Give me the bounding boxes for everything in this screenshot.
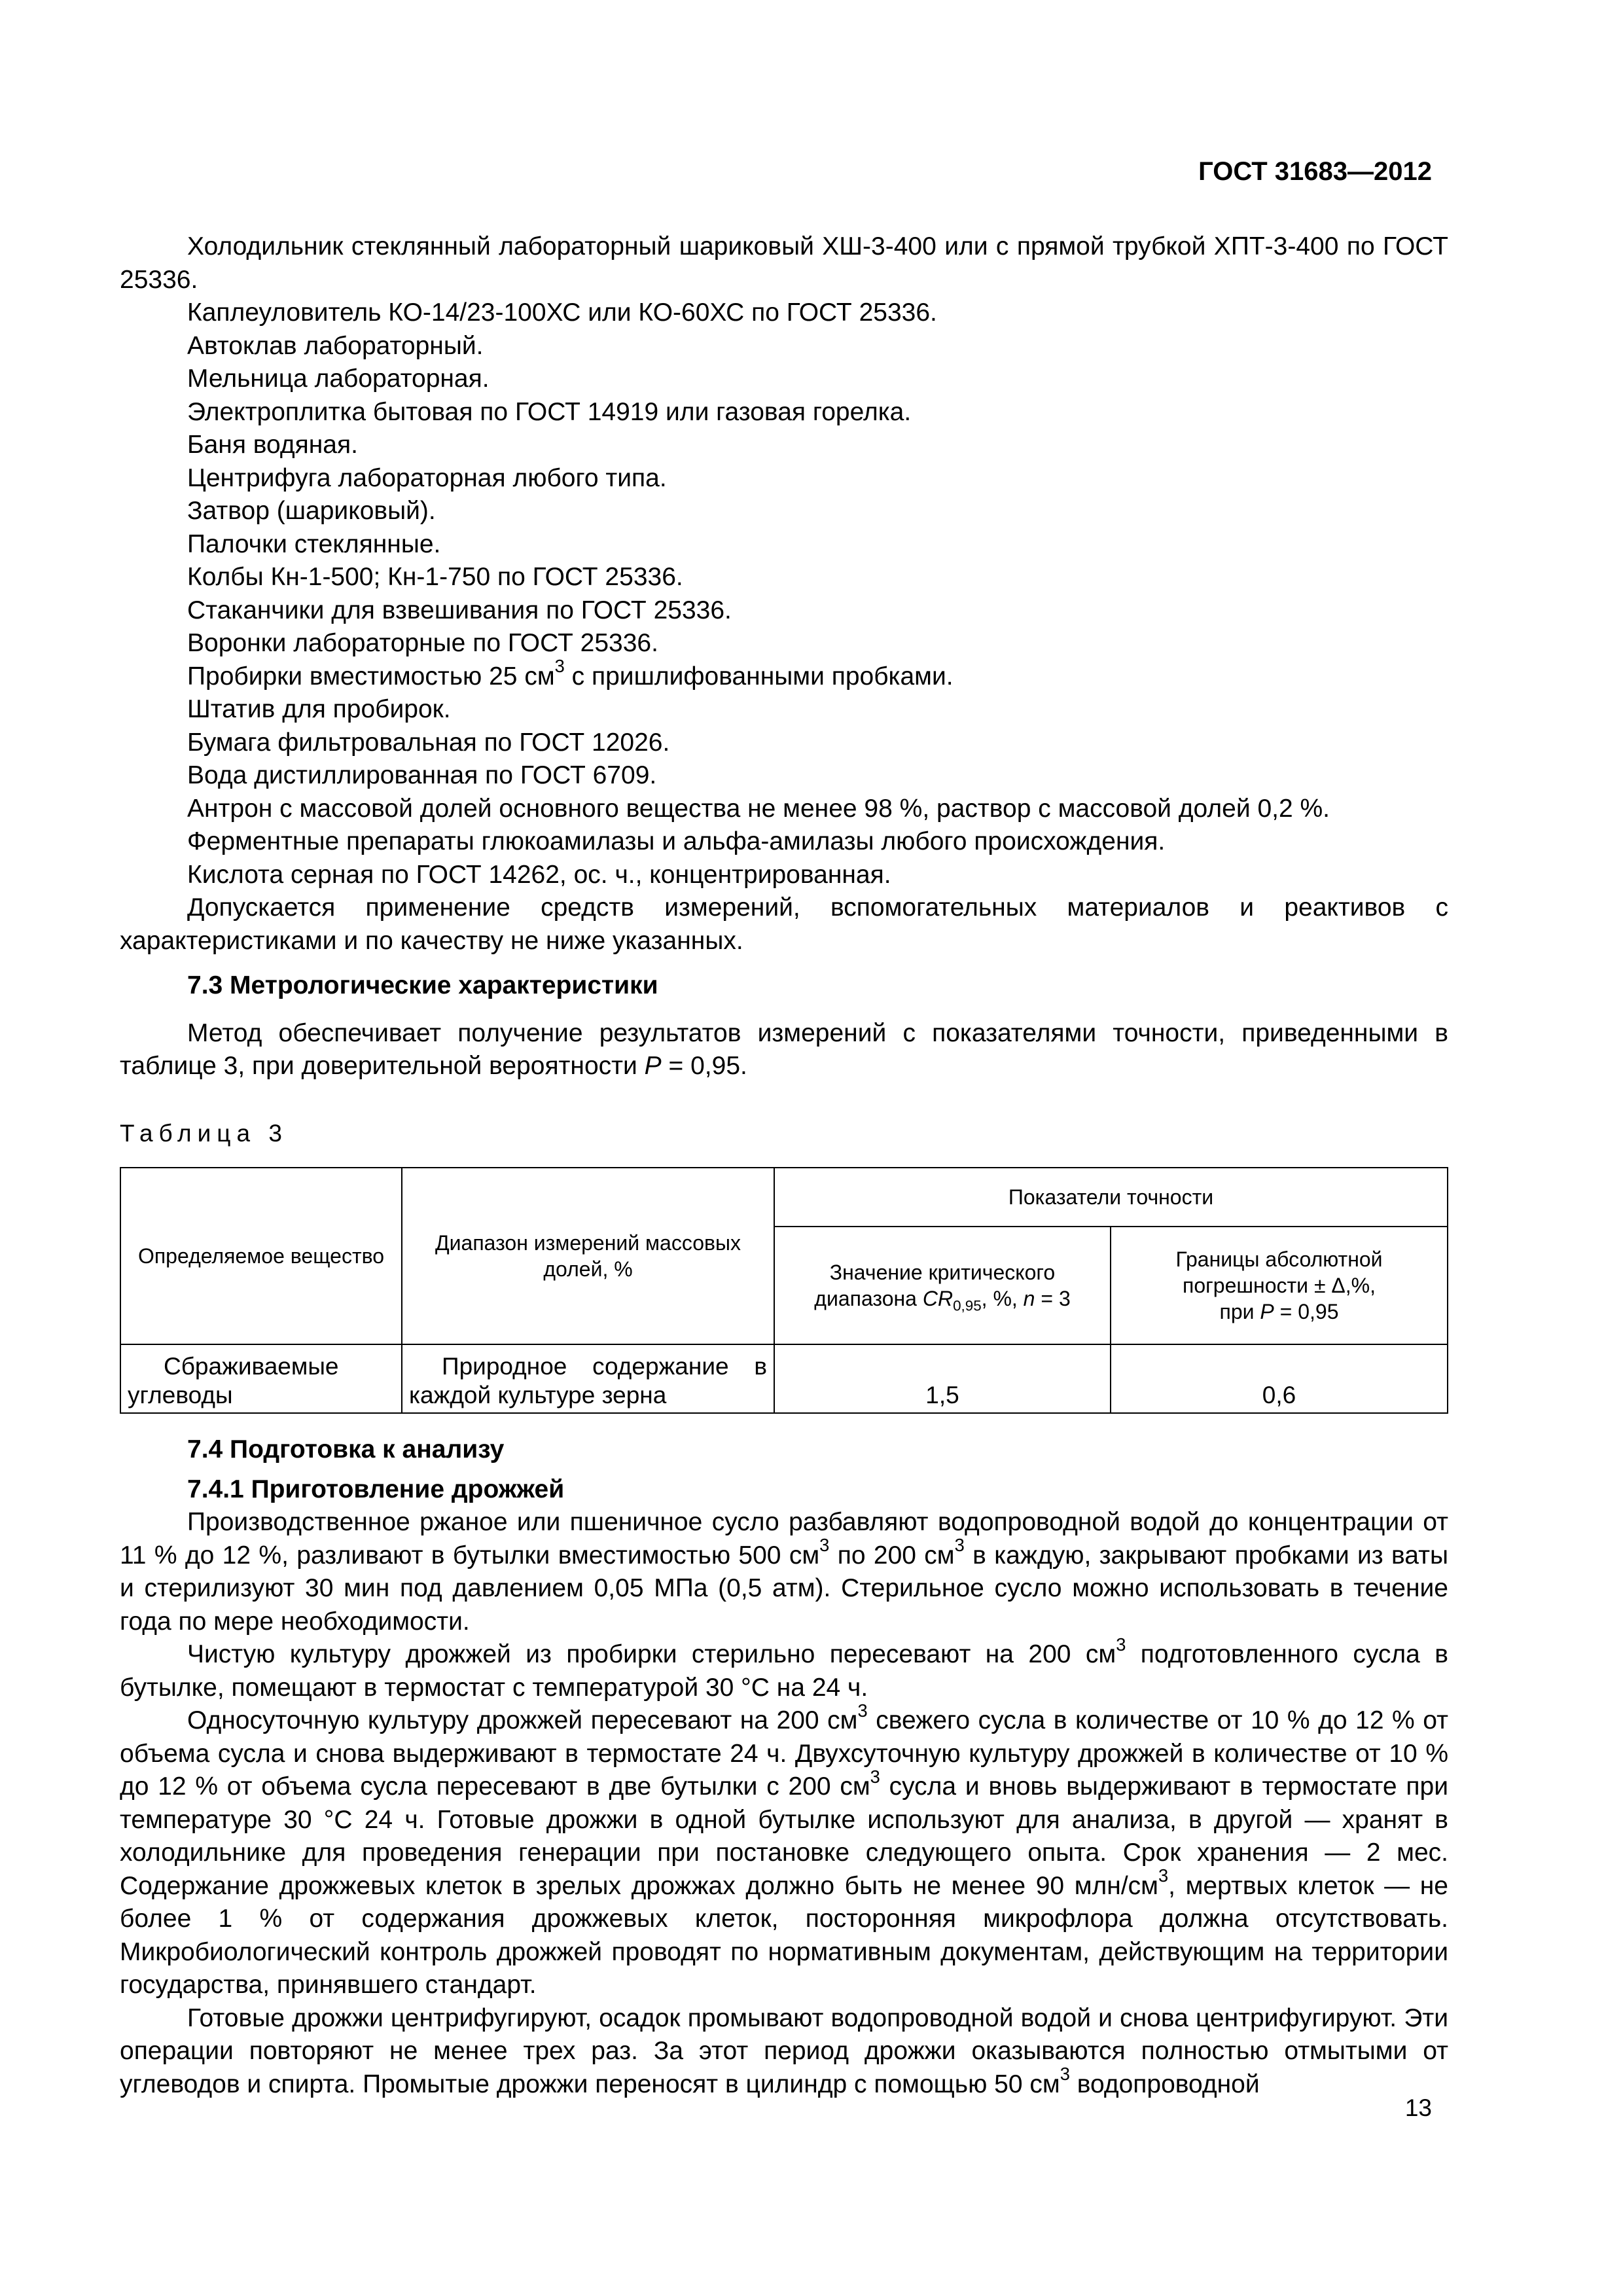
- table-row: [120, 1344, 1448, 1413]
- cell-range: Природное содержание в каждой культуре зерна: [402, 1344, 774, 1413]
- list-item: Кислота серная по ГОСТ 14262, ос. ч., концентрированная.: [187, 860, 891, 889]
- section-7-4-1-heading: 7.4.1 Приготовление дрожжей: [187, 1475, 565, 1503]
- header-substance: Определяемое вещество: [120, 1168, 402, 1344]
- list-item: Допускается применение средств измерений, вспомогательных материалов и реактивов с характеристиками и по качеству не ниже указанных.: [120, 893, 1448, 955]
- cell-error-limits: 0,6: [1111, 1344, 1448, 1413]
- list-item: Стаканчики для взвешивания по ГОСТ 25336.: [187, 596, 732, 624]
- paragraph: Односуточную культуру дрожжей пересевают на 200 $см^3$ свежего сусла в количестве от 10 % до 12 % от объема сусла и снова выдерживают в термостате 24 ч. Двухсуточную культуру дрожжей в количестве от 10 % до 12 % от объема сусла пересевают в две бутылки с 200 $см^3$ сусла и вновь выдерживают в термостате при температуре 30 °С 24 ч. Готовые дрожжи в одной бутылке используют для анализа, в другой — хранят в холодильнике для проведения генерации при постановке следующего опыта. Срок хранения — 2 мес. Содержание дрожжевых клеток в зрелых дрожжах должно быть не менее 90 млн/$см^3$, мертвых клеток — не более 1 % от содержания дрожжевых клеток, посторонняя микрофлора должна отсутствовать. Микробиологический контроль дрожжей проводят по нормативным документам, действующим на территории государства, принявшего стандарт.: [120, 1700, 1448, 1999]
- cell-critical-range: 1,5: [774, 1344, 1111, 1413]
- list-item: Электроплитка бытовая по ГОСТ 14919 или газовая горелка.: [187, 397, 912, 426]
- header-range: Диапазон измерений массовых долей, %: [402, 1168, 774, 1344]
- cell-substance: Сбраживаемые углеводы: [120, 1344, 402, 1413]
- list-item: Колбы Кн-1-500; Кн-1-750 по ГОСТ 25336.: [187, 563, 683, 591]
- list-item: Мельница лабораторная.: [187, 365, 490, 393]
- list-item: Воронки лабораторные по ГОСТ 25336.: [187, 629, 658, 657]
- paragraph: Чистую культуру дрожжей из пробирки стерильно пересевают на 200 $см^3$ подготовленного сусла в бутылке, помещают в термостат с температурой 30 °С на 24 ч.: [120, 1634, 1448, 1702]
- list-item: Пробирки вместимостью 25 $см^3$ с пришлифованными пробками.: [187, 656, 954, 691]
- document-body: [120, 230, 1448, 2101]
- equipment-list: [120, 230, 1448, 660]
- table-caption: Таблица 3: [120, 1119, 288, 1147]
- list-item: Антрон с массовой долей основного вещества не менее 98 %, раствор с массовой долей 0,2 %.: [187, 794, 1330, 823]
- list-item: Вода дистиллированная по ГОСТ 6709.: [187, 761, 657, 789]
- list-item: Ферментные препараты глюкоамилазы и альфа-амилазы любого происхождения.: [187, 827, 1166, 855]
- list-item: Холодильник стеклянный лабораторный шариковый ХШ-3-400 или с прямой трубкой ХПТ-3-400 по ГОСТ 25336.: [120, 232, 1448, 294]
- accuracy-table: [120, 1167, 1448, 1414]
- list-item: Каплеуловитель КО-14/23-100ХС или КО-60ХС по ГОСТ 25336.: [187, 298, 937, 327]
- list-item: Бумага фильтровальная по ГОСТ 12026.: [187, 728, 670, 757]
- header-critical-range: Значение критического диапазона $CR_{0,95}$, %, n = 3: [774, 1227, 1111, 1344]
- list-item: Автоклав лабораторный.: [187, 331, 484, 360]
- document-number-header: ГОСТ 31683—2012: [1198, 157, 1432, 186]
- list-item: Затвор (шариковый).: [187, 497, 436, 525]
- section-7-3-heading: 7.3 Метрологические характеристики: [187, 971, 658, 999]
- table-header-row: [120, 1168, 1448, 1227]
- list-item: Штатив для пробирок.: [187, 695, 451, 723]
- paragraph: Готовые дрожжи центрифугируют, осадок промывают водопроводной водой и снова центрифугируют. Эти операции повторяют не менее трех раз. За этот период дрожжи оказываются полностью отмытыми от углеводов и спирта. Промытые дрожжи переносят в цилиндр с помощью 50 $см^3$ водопроводной: [120, 2003, 1448, 2098]
- reagent-list: [120, 693, 1448, 958]
- paragraph: Производственное ржаное или пшеничное сусло разбавляют водопроводной водой до концентрации от 11 % до 12 %, разливают в бутылки вместимостью 500 $см^3$ по 200 $см^3$ в каждую, закрывают пробками из ваты и стерилизуют 30 мин под давлением 0,05 МПа (0,5 атм). Стерильное сусло можно использовать в течение года по мере необходимости.: [120, 1508, 1449, 1636]
- header-accuracy: Показатели точности: [774, 1168, 1448, 1227]
- list-item: Баня водяная.: [187, 431, 358, 459]
- section-7-3-text: Метод обеспечивает получение результатов измерений с показателями точности, приведенными в таблице 3, при доверительной вероятности P = 0,95.: [120, 1018, 1448, 1080]
- list-item: Центрифуга лабораторная любого типа.: [187, 463, 667, 492]
- list-item: Палочки стеклянные.: [187, 529, 441, 558]
- section-7-4-heading: 7.4 Подготовка к анализу: [187, 1435, 505, 1463]
- page-number: 13: [1404, 2094, 1432, 2121]
- header-error-limits: Границы абсолютной погрешности ± Δ,%, при P = 0,95: [1111, 1227, 1448, 1344]
